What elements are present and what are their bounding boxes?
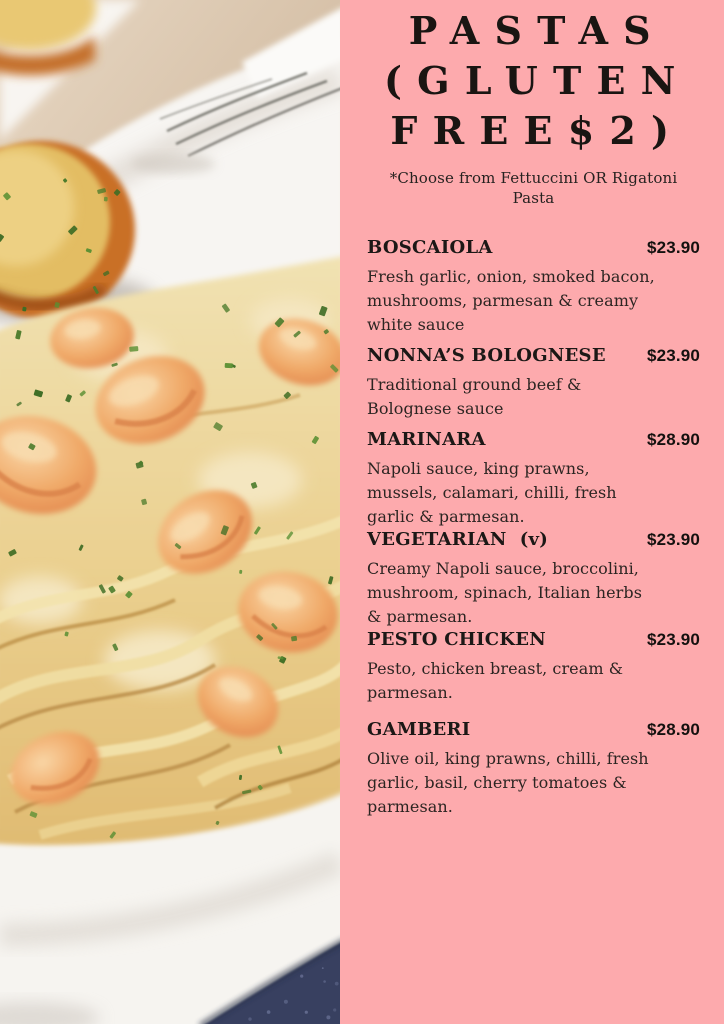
menu-item-boscaiola [367, 238, 700, 337]
item-description: Creamy Napoli sauce, broccolini, mushroom, spinach, Italian herbs & parmesan. [367, 559, 642, 626]
pasta-photo-canvas [0, 0, 340, 1024]
menu-items [367, 238, 700, 819]
menu-title [367, 6, 700, 156]
item-name: PESTO CHICKEN [367, 629, 547, 650]
menu-item-vegetarian [367, 530, 700, 629]
menu-item-marinara [367, 430, 700, 529]
menu-title-line-2: (GLUTEN [384, 58, 691, 103]
pasta-photo [0, 0, 340, 1024]
menu-title-line-1: PASTAS [408, 8, 666, 53]
menu-item-gamberi [367, 720, 700, 819]
item-price: $28.90 [646, 430, 700, 449]
fork-shadow [131, 154, 215, 174]
item-description: Olive oil, king prawns, chilli, fresh garlic, basil, cherry tomatoes & parmesan. [367, 749, 649, 816]
menu-title-line-3: FREE$2) [390, 108, 685, 153]
item-description: Traditional ground beef & Bolognese sauce [367, 375, 582, 418]
item-name: MARINARA [367, 429, 486, 450]
item-price: $23.90 [646, 530, 700, 549]
menu-item-nonnas-bolognese [367, 346, 700, 421]
item-name: NONNA’S BOLOGNESE [367, 345, 606, 366]
menu-panel [340, 0, 724, 1024]
menu-note: *Choose from Fettuccini OR Rigatoni Pasta [389, 169, 678, 207]
item-name: GAMBERI [367, 719, 471, 740]
item-price: $23.90 [646, 346, 700, 365]
item-price: $23.90 [646, 630, 700, 649]
item-name: BOSCAIOLA [367, 237, 493, 258]
item-price: $28.90 [646, 720, 700, 739]
item-description: Pesto, chicken breast, cream & parmesan. [367, 659, 624, 702]
menu-item-pesto-chicken [367, 630, 700, 705]
item-description: Fresh garlic, onion, smoked bacon, mushrooms, parmesan & creamy white sauce [367, 267, 655, 334]
item-name: VEGETARIAN (v) [367, 529, 549, 550]
item-price: $23.90 [646, 238, 700, 257]
item-description: Napoli sauce, king prawns, mussels, calamari, chilli, fresh garlic & parmesan. [367, 459, 617, 526]
